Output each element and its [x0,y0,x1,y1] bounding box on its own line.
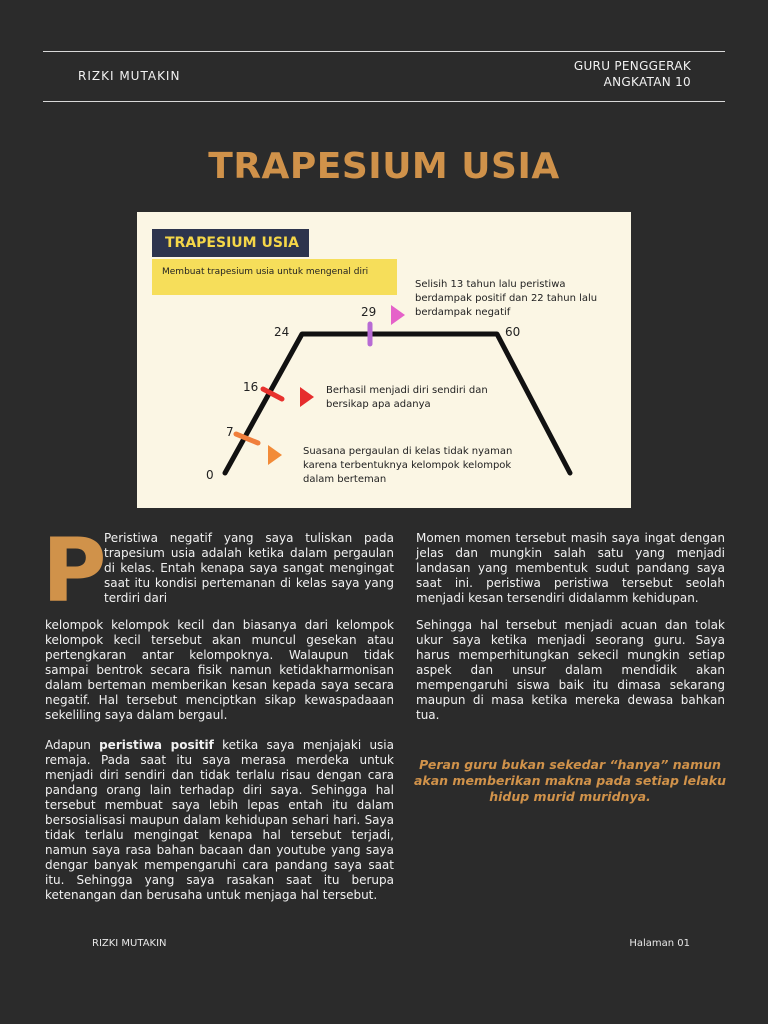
figure-subtitle: Membuat trapesium usia untuk mengenal diri [152,259,397,295]
age-label-24: 24 [274,325,290,339]
paragraph-reference: Sehingga hal tersebut menjadi acuan dan tolak ukur saya ketika menjadi seorang guru. Saya harus memperhitungkan sekecil mungkin setiap aspek dan unsur dalam mendidik akan mempengaruhi siswa baik itu dimasa sekarang maupun di masa ketika mereka dewasa bahkan tua. [416,618,725,722]
page-title: TRAPESIUM USIA [208,146,560,187]
age-trapezium-figure [137,212,631,508]
age-label-29: 29 [361,305,377,319]
footer-page-number: Halaman 01 [629,938,690,949]
pull-quote: Peran guru bukan sekedar “hanya” namun akan memberikan makna pada setiap lelaku hidup murid muridnya. [413,757,727,804]
figure-heading: TRAPESIUM USIA [152,229,309,257]
arrow-icon-age-7 [268,445,282,465]
right-column [416,531,725,723]
paragraph-positive-post: ketika saya menjajaki usia remaja. Pada saat itu saya merasa merdeka untuk menjadi diri sendiri dan tidak terlalu risau dengan cara pandang orang lain terhadap diri saya. Sehingga hal tersebut membuat saya lebih lepas entah itu dalam bersosialisasi maupun dalam kehidupan sehari hari. Saya tidak terlalu mengingat kenapa hal tersebut terjadi, namun saya rasa bahan bacaan dan youtube yang saya dengar banyak mempengaruhi cara pandang saya saat itu. Sehingga yang saya rasakan saat itu berupa ketenangan dan berusaha untuk menjaga hal tersebut. [45,738,394,902]
paragraph-positive-pre: Adapun [45,738,100,752]
note-age-16: Berhasil menjadi diri sendiri dan bersikap apa adanya [326,385,488,410]
intro-text: Peristiwa negatif yang saya tuliskan pada trapesium usia adalah ketika dalam pergaulan di kelas. Entah kenapa saya sangat mengingat saat itu kondisi pertemanan di kelas saya yang terdiri dari [104,531,394,605]
age-label-7: 7 [226,425,234,439]
drop-cap: P [42,519,107,622]
header-bottom-rule [43,101,725,102]
header-program-line1: GURU PENGGERAK [573,59,691,73]
age-label-16: 16 [243,380,259,394]
arrow-icon-age-16 [300,387,314,407]
positive-event-highlight: peristiwa positif [99,738,214,752]
footer-author: RIZKI MUTAKIN [92,938,167,949]
header-top-rule [43,51,725,52]
paragraph-positive-event [45,738,394,903]
note-age-7: Suasana pergaulan di kelas tidak nyaman karena terbentuknya kelompok kelompok dalam berteman [303,446,513,485]
header-program [574,58,691,90]
age-label-0: 0 [206,468,214,482]
header-author: RIZKI MUTAKIN [78,69,181,83]
arrow-icon-age-29 [391,305,405,325]
age-label-60: 60 [505,325,521,339]
paragraph-negative-event: kelompok kelompok kecil dan biasanya dari kelompok kelompok kecil tersebut akan muncul gesekan atau pertengkaran antar kelompoknya. Walaupun tidak sampai bentrok secara fisik namun ketidakharmonisan dalam berteman memberikan kesan kepada saya secara negatif. Hal tersebut menciptkan sikap kewaspadaaan sekeliling saya dalam bergaul. [45,618,394,722]
intro-paragraph [104,531,394,606]
note-age-29: Selisih 13 tahun lalu peristiwa berdampak positif dan 22 tahun lalu berdampak negatif [415,279,598,318]
left-column [45,618,394,903]
header-program-line2: ANGKATAN 10 [603,75,691,89]
paragraph-moments: Momen momen tersebut masih saya ingat dengan jelas dan mungkin salah satu yang menjadi landasan yang membentuk sudut pandang saya saat ini. peristiwa peristiwa tersebut seolah menjadi kesan tersendiri didalamm kehidupan. [416,531,725,605]
